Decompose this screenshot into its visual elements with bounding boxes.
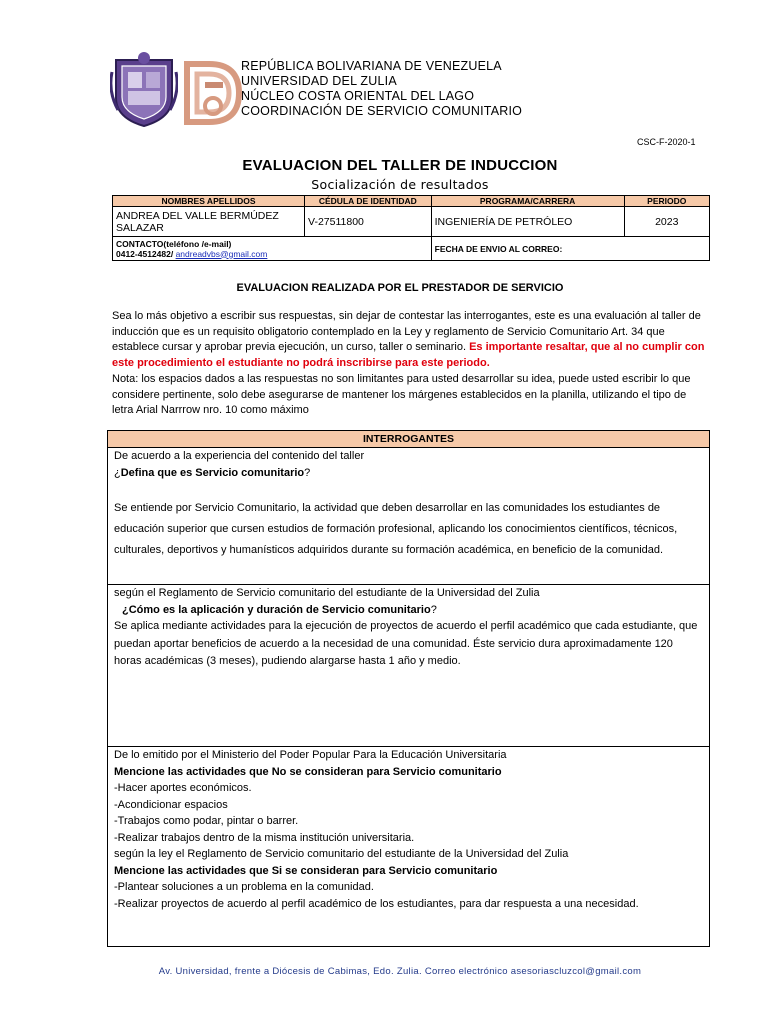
document-title: EVALUACION DEL TALLER DE INDUCCION <box>242 157 558 174</box>
institution-block <box>241 59 522 119</box>
q3-context: De lo emitido por el Ministerio del Poder Popular Para la Educación Universitaria <box>114 749 507 761</box>
list-item: -Hacer aportes económicos. <box>114 782 252 794</box>
institution-line: COORDINACIÓN DE SERVICIO COMUNITARIO <box>241 104 523 118</box>
list-item: -Trabajos como podar, pintar o barrer. <box>114 815 299 827</box>
header-program: PROGRAMA/CARRERA <box>431 196 624 207</box>
contact-label: CONTACTO(teléfono /e-mail) <box>116 238 232 249</box>
contact-phone: 0412-4512482/ <box>116 248 174 259</box>
student-info-table <box>112 195 710 261</box>
q1-question: Defina que es Servicio comunitario <box>120 466 305 479</box>
intro-text: Sea lo más objetivo a escribir sus respuestas, sin dejar de contestar las interrogantes, este es una evaluación al taller de inducción que es un requisito obligatorio contemplado en la Ley y reglamento de Servicio Comunitario Art. 34 que establece cursar y aprobar previa ejecución, un curso, taller o seminario. <box>112 310 701 353</box>
list-item: -Plantear soluciones a un problema en la comunidad. <box>114 881 374 893</box>
university-seal-icon <box>110 52 178 128</box>
q1-answer: Se entiende por Servicio Comunitario, la actividad que deben desarrollar en las comunidades los estudiantes de educación superior que cursen estudios de formación profesional, aplicando los conocimientos científicos, técnicos, culturales, deportivos y humanísticos adquiridos durante su formación académica, en beneficio de la comunidad. <box>114 502 678 556</box>
warning-text: Es importante resaltar, que al no cumplir con este procedimiento el estudiante no podrá inscribirse para este periodo. <box>112 341 705 369</box>
list-item: -Acondicionar espacios <box>114 798 228 811</box>
q1-context: De acuerdo a la experiencia del contenido del taller <box>114 450 365 462</box>
table-row <box>113 237 710 261</box>
q3-question-yes: Mencione las actividades que Si se consideran para Servicio comunitario <box>114 864 498 877</box>
header-name: NOMBRES APELLIDOS <box>113 196 305 207</box>
section-title: EVALUACION REALIZADA POR EL PRESTADOR DE SERVICIO <box>236 282 564 294</box>
institution-line: REPÚBLICA BOLIVARIANA DE VENEZUELA <box>241 59 502 73</box>
form-code: CSC-F-2020-1 <box>637 137 696 147</box>
q2-answer: Se aplica mediante actividades para la ejecución de proyectos de acuerdo el perfil académico que cada estudiante, que puedan aportar beneficios de acuerdo a la necesidad de una comunidad. Éste servicio dura aproximadamente 120 horas académicas (3 meses), pudiendo alargarse hasta 1 año y medio. <box>114 620 698 667</box>
institution-line: NÚCLEO COSTA ORIENTAL DEL LAGO <box>241 89 475 103</box>
list-item: -Realizar proyectos de acuerdo al perfil académico de los estudiantes, para dar respuesta a una necesidad. <box>114 897 639 910</box>
table-row <box>113 207 710 237</box>
student-period: 2023 <box>624 207 709 237</box>
q1-suffix: ? <box>304 466 311 479</box>
note-paragraph: Nota: los espacios dados a las respuestas no son limitantes para usted desarrollar su idea, puede usted escribir lo que considere pertinente, solo debe asegurarse de mantener los márgenes establecidos en la planilla, utilizando el tipo de letra Arial Narrrow nro. 10 como máximo <box>112 373 691 416</box>
header-id: CÉDULA DE IDENTIDAD <box>305 196 432 207</box>
send-date-label: FECHA DE ENVIO AL CORREO: <box>431 237 709 261</box>
question-1-section <box>108 448 709 584</box>
question-2-section <box>108 584 709 746</box>
table-header-row <box>113 196 710 207</box>
student-name: ANDREA DEL VALLE BERMÚDEZ SALAZAR <box>113 207 305 237</box>
question-3-section <box>108 746 709 946</box>
institution-line: UNIVERSIDAD DEL ZULIA <box>241 74 397 88</box>
q3-question-no: Mencione las actividades que No se consideran para Servicio comunitario <box>114 765 502 778</box>
q3-context-2: según la ley el Reglamento de Servicio comunitario del estudiante de la Universidad del Zulia <box>114 848 569 860</box>
footer-address: Av. Universidad, frente a Diócesis de Cabimas, Edo. Zulia. Correo electrónico asesoriascluzcol@gmail.com <box>158 966 642 977</box>
list-item: -Realizar trabajos dentro de la misma institución universitaria. <box>114 831 415 844</box>
intro-paragraph <box>112 309 710 371</box>
q2-context: según el Reglamento de Servicio comunitario del estudiante de la Universidad del Zulia <box>114 587 540 599</box>
document-subtitle: Socialización de resultados <box>311 177 489 192</box>
student-id: V-27511800 <box>305 207 432 237</box>
q2-suffix: ? <box>430 603 437 616</box>
header-period: PERIODO <box>624 196 709 207</box>
student-program: INGENIERÍA DE PETRÓLEO <box>431 207 624 237</box>
q1-prefix: ¿ <box>114 466 121 479</box>
nucleo-col-logo-icon <box>183 60 243 126</box>
contact-email-link[interactable]: andreadvbs@gmail.com <box>175 248 268 259</box>
contact-cell <box>113 237 432 261</box>
questions-header: INTERROGANTES <box>108 431 709 448</box>
q2-question: ¿Cómo es la aplicación y duración de Servicio comunitario <box>122 603 431 616</box>
questions-table <box>107 430 710 947</box>
